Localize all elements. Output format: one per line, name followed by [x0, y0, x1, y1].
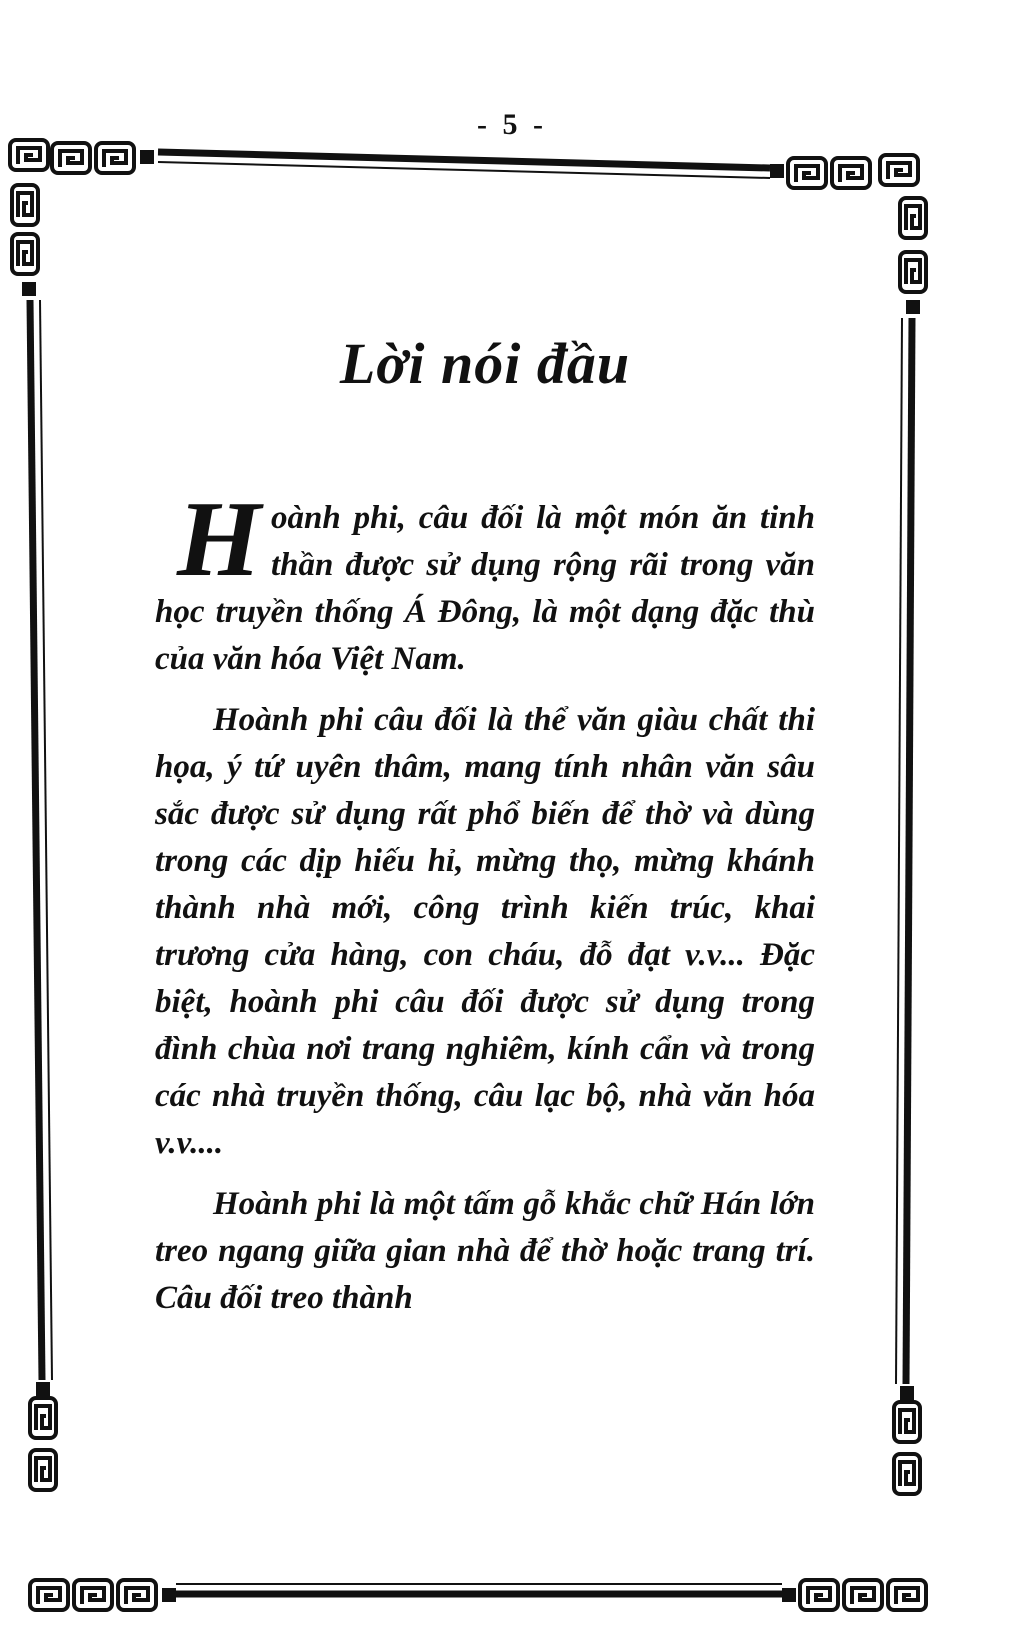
corner-ornament-bottom-right: [782, 1386, 926, 1610]
drop-cap: H: [177, 480, 262, 599]
corner-ornament-top-left: [10, 140, 154, 296]
page-body: [155, 330, 815, 1336]
page-title: Lời nói đầu: [339, 331, 631, 396]
paragraph-text: oành phi, câu đối là một món ăn tinh thần được sử dụng rộng rãi trong văn học truyền thống Á Đông, là một dạng đặc thù của văn hóa Việt Nam.: [155, 500, 815, 677]
page-number: - 5 -: [477, 108, 547, 141]
paragraph-3: Hoành phi là một tấm gỗ khắc chữ Hán lớn treo ngang giữa gian nhà để thờ hoặc trang trí. Câu đối treo thành: [155, 1186, 815, 1316]
corner-ornament-top-right: [770, 155, 926, 314]
corner-ornament-bottom-left: [30, 1382, 176, 1610]
paragraph-2: Hoành phi câu đối là thể văn giàu chất thi họa, ý tứ uyên thâm, mang tính nhân văn sâu sắc được sử dụng rất phổ biến để thờ và dùng trong các dịp hiếu hỉ, mừng thọ, mừng khánh thành nhà mới, công trình kiến trúc, khai trương cửa hàng, con cháu, đỗ đạt v.v... Đặc biệt, hoành phi câu đối được sử dụng trong đình chùa nơi trang nghiêm, kính cẩn và trong các nhà truyền thống, câu lạc bộ, nhà văn hóa v.v....: [155, 702, 815, 1161]
paragraph-1: [155, 480, 815, 683]
